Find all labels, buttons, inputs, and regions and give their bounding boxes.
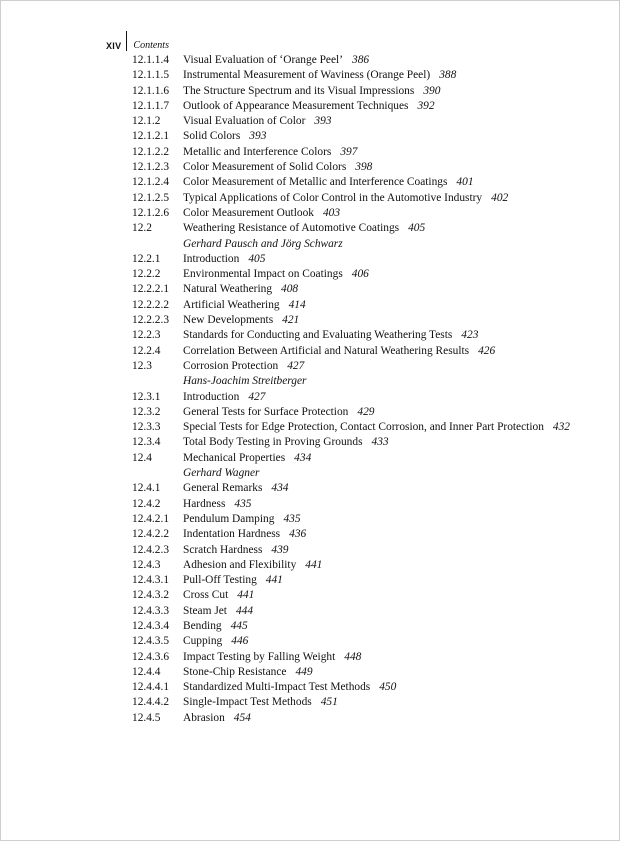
page-number: XIV xyxy=(106,41,122,51)
toc-entry-page: 408 xyxy=(281,283,299,296)
toc-entry-title: Visual Evaluation of ‘Orange Peel’ xyxy=(183,54,343,66)
toc-entry xyxy=(132,405,579,420)
toc-author-line xyxy=(132,237,579,252)
toc-entry-number xyxy=(132,466,183,481)
toc-entry-title: Introduction xyxy=(183,390,240,403)
toc-entry xyxy=(132,68,579,83)
toc-entry-title: Abrasion xyxy=(183,711,225,724)
toc-entry-number: 12.1.2.5 xyxy=(132,191,170,204)
toc-entry xyxy=(132,680,579,695)
toc-entry-number: 12.2.2.3 xyxy=(132,314,170,327)
toc-entry-number: 12.4.2.3 xyxy=(132,543,170,556)
toc-entry-page: 393 xyxy=(249,130,267,143)
toc-entry xyxy=(132,543,579,558)
toc-entry xyxy=(132,497,579,512)
toc-entry-title: General Remarks xyxy=(183,482,263,495)
toc-entry xyxy=(132,558,579,573)
toc-entry-page: 454 xyxy=(233,711,251,724)
toc-entry-page: 392 xyxy=(417,99,435,112)
toc-entry-number: 12.2.4 xyxy=(132,344,161,357)
toc-entry xyxy=(132,129,579,144)
toc-author: Gerhard Wagner xyxy=(183,467,260,480)
toc-entry-page: 405 xyxy=(408,222,426,235)
toc-entry-title: Metallic and Interference Colors xyxy=(183,145,332,158)
toc-author-line xyxy=(132,374,579,389)
toc-entry-number: 12.3.2 xyxy=(132,405,161,418)
toc-entry-page: 414 xyxy=(288,298,306,311)
toc-entry-title: Color Measurement of Solid Colors xyxy=(183,161,347,174)
toc-entry-page: 448 xyxy=(344,650,362,663)
toc-entry-title: Artificial Weathering xyxy=(183,298,280,311)
toc-entry xyxy=(132,420,579,435)
toc-entry-number: 12.1.1.4 xyxy=(132,54,170,66)
toc-entry-number: 12.2.2.1 xyxy=(132,283,170,296)
toc-entry-page: 427 xyxy=(248,390,266,403)
toc-entry-title: Natural Weathering xyxy=(183,283,273,296)
toc-entry-title: Correlation Between Artificial and Natural Weathering Results xyxy=(183,344,470,357)
toc-list xyxy=(132,53,579,726)
toc-entry-title: Weathering Resistance of Automotive Coatings xyxy=(183,222,400,235)
toc-entry-page: 436 xyxy=(289,528,307,541)
toc-entry-number: 12.4 xyxy=(132,451,152,464)
toc-entry-page: 393 xyxy=(314,115,332,128)
toc-entry-page: 444 xyxy=(235,604,254,617)
toc-entry-number: 12.1.1.5 xyxy=(132,69,170,82)
toc-entry-number: 12.4.2.1 xyxy=(132,512,170,525)
toc-entry xyxy=(132,99,579,114)
toc-entry-title: General Tests for Surface Protection xyxy=(183,405,349,418)
toc-entry-number: 12.3.4 xyxy=(132,436,161,449)
toc-entry xyxy=(132,359,579,374)
toc-entry-title: Stone-Chip Resistance xyxy=(183,665,287,678)
toc-entry-page: 441 xyxy=(237,589,255,602)
toc-entry-page: 435 xyxy=(234,497,252,510)
toc-entry-page: 434 xyxy=(294,451,312,464)
toc-entry xyxy=(132,711,579,726)
toc-entry-title: Pendulum Damping xyxy=(183,512,275,525)
toc-entry xyxy=(132,267,579,282)
toc-entry-number: 12.4.3.1 xyxy=(132,574,170,587)
toc-entry xyxy=(132,191,579,206)
toc-entry-number: 12.2.2 xyxy=(132,268,161,281)
toc-entry-page: 433 xyxy=(371,436,389,449)
toc-entry-page: 405 xyxy=(248,252,266,265)
toc-entry-page: 423 xyxy=(461,329,479,342)
toc-entry-number: 12.4.3.2 xyxy=(132,589,170,602)
toc-entry xyxy=(132,53,579,68)
toc-entry-page: 450 xyxy=(379,681,397,694)
toc-entry-title: Typical Applications of Color Control in the Automotive Industry xyxy=(183,191,483,204)
toc-entry-page: 406 xyxy=(351,268,369,281)
toc-entry-number: 12.1.2.4 xyxy=(132,176,170,189)
toc-entry-page: 402 xyxy=(491,191,509,204)
toc-entry-page: 429 xyxy=(357,405,375,418)
toc-entry-page: 432 xyxy=(552,421,570,434)
toc-entry-page: 398 xyxy=(355,161,373,174)
toc-entry-title: Outlook of Appearance Measurement Techniques xyxy=(183,99,409,112)
toc-entry-title: Pull-Off Testing xyxy=(183,574,257,587)
toc-entry-number: 12.2.1 xyxy=(132,252,161,265)
toc-entry-page: 446 xyxy=(231,635,249,648)
toc-entry-title: Impact Testing by Falling Weight xyxy=(183,650,336,663)
toc-entry-page: 427 xyxy=(287,359,305,372)
toc-entry-number: 12.4.3.5 xyxy=(132,635,170,648)
toc-entry-title: Adhesion and Flexibility xyxy=(183,558,297,571)
toc-entry-number: 12.2 xyxy=(132,222,152,235)
toc-entry-title: Introduction xyxy=(183,252,240,265)
toc-entry-title: Bending xyxy=(183,619,222,632)
toc-entry-page: 421 xyxy=(282,314,300,327)
toc-entry-number: 12.4.2.2 xyxy=(132,528,170,541)
toc-entry-title: Standardized Multi-Impact Test Methods xyxy=(183,681,371,694)
toc-entry-title: Steam Jet xyxy=(183,604,227,617)
toc-entry-title: Visual Evaluation of Color xyxy=(183,115,306,128)
toc-entry xyxy=(132,390,579,405)
toc-entry-number: 12.1.2.6 xyxy=(132,206,170,219)
toc-entry-number: 12.4.2 xyxy=(132,497,161,510)
toc-entry xyxy=(132,175,579,190)
toc-entry-number: 12.2.3 xyxy=(132,329,161,342)
toc-entry-page: 426 xyxy=(478,344,496,357)
toc-entry-page: 403 xyxy=(322,206,341,219)
toc-entry-title: The Structure Spectrum and its Visual Impressions xyxy=(183,84,415,97)
toc-entry-number: 12.1.2.2 xyxy=(132,145,170,158)
toc-entry-page: 434 xyxy=(271,482,289,495)
toc-entry-page: 449 xyxy=(295,665,313,678)
toc-entry-number: 12.1.1.6 xyxy=(132,84,170,97)
toc-entry xyxy=(132,160,579,175)
toc-entry xyxy=(132,344,579,359)
toc-entry-title: Single-Impact Test Methods xyxy=(183,696,312,709)
toc-entry-number: 12.4.4 xyxy=(132,665,161,678)
toc-entry-number xyxy=(132,237,183,252)
toc-entry-page: 451 xyxy=(320,696,338,709)
toc-entry-number: 12.1.2 xyxy=(132,115,161,128)
toc-entry-number xyxy=(132,374,183,389)
toc-entry-page: 401 xyxy=(456,176,474,189)
toc-entry xyxy=(132,84,579,99)
toc-entry xyxy=(132,451,579,466)
toc-entry xyxy=(132,206,579,221)
toc-entry-title: Environmental Impact on Coatings xyxy=(183,268,343,281)
toc-entry xyxy=(132,252,579,267)
toc-entry-title: Solid Colors xyxy=(183,130,241,143)
toc-entry xyxy=(132,573,579,588)
toc-entry-title: Cross Cut xyxy=(183,589,229,602)
toc-entry-page: 441 xyxy=(305,558,323,571)
toc-entry-number: 12.4.3.3 xyxy=(132,604,170,617)
toc-entry-number: 12.4.4.2 xyxy=(132,696,170,709)
toc-entry xyxy=(132,282,579,297)
toc-entry xyxy=(132,313,579,328)
toc-entry-number: 12.4.3.6 xyxy=(132,650,170,663)
toc-entry-title: Corrosion Protection xyxy=(183,359,279,372)
toc-entry xyxy=(132,145,579,160)
toc-entry xyxy=(132,512,579,527)
toc-entry-title: Total Body Testing in Proving Grounds xyxy=(183,436,363,449)
toc-entry xyxy=(132,221,579,236)
toc-entry-number: 12.3 xyxy=(132,359,152,372)
toc-entry-number: 12.1.1.7 xyxy=(132,99,170,112)
toc-entry-title: Scratch Hardness xyxy=(183,543,263,556)
toc-author-line xyxy=(132,466,579,481)
toc-entry xyxy=(132,481,579,496)
toc-entry-page: 397 xyxy=(340,145,358,158)
toc-entry xyxy=(132,527,579,542)
toc-entry-number: 12.1.2.3 xyxy=(132,161,170,174)
toc-entry-title: Instrumental Measurement of Waviness (Orange Peel) xyxy=(183,69,431,82)
toc-entry-number: 12.4.1 xyxy=(132,482,161,495)
toc-entry xyxy=(132,328,579,343)
toc-entry-title: Color Measurement Outlook xyxy=(183,206,314,219)
toc-entry xyxy=(132,588,579,603)
toc-entry-number: 12.4.3 xyxy=(132,558,161,571)
toc-entry-page: 386 xyxy=(352,54,370,66)
toc-entry-number: 12.1.2.1 xyxy=(132,130,170,143)
toc-entry-number: 12.3.3 xyxy=(132,421,161,434)
toc-entry-title: Special Tests for Edge Protection, Contact Corrosion, and Inner Part Protection xyxy=(183,421,544,434)
toc-entry-number: 12.3.1 xyxy=(132,390,161,403)
toc-entry xyxy=(132,298,579,313)
toc-entry xyxy=(132,665,579,680)
toc-entry xyxy=(132,619,579,634)
running-header xyxy=(106,31,169,51)
toc-author: Gerhard Pausch and Jörg Schwarz xyxy=(183,237,343,250)
toc-entry-page: 441 xyxy=(265,574,283,587)
toc-entry xyxy=(132,650,579,665)
toc-entry-title: Mechanical Properties xyxy=(183,451,286,464)
toc-entry-page: 390 xyxy=(423,84,441,97)
toc-entry-page: 439 xyxy=(271,543,289,556)
toc-entry xyxy=(132,435,579,450)
toc-entry xyxy=(132,695,579,710)
toc-entry-title: Color Measurement of Metallic and Interference Coatings xyxy=(183,176,448,189)
toc-entry-number: 12.2.2.2 xyxy=(132,298,170,311)
toc-entry-title: New Developments xyxy=(183,314,274,327)
toc-author: Hans-Joachim Streitberger xyxy=(183,375,307,388)
toc-entry-page: 388 xyxy=(439,69,457,82)
toc-entry xyxy=(132,634,579,649)
toc-entry-number: 12.4.5 xyxy=(132,711,161,724)
toc-entry xyxy=(132,604,579,619)
toc-entry-title: Cupping xyxy=(183,635,223,648)
section-title: Contents xyxy=(133,40,169,51)
toc-entry-number: 12.4.3.4 xyxy=(132,619,170,632)
toc-entry-number: 12.4.4.1 xyxy=(132,681,170,694)
toc-entry xyxy=(132,114,579,129)
toc-entry-title: Indentation Hardness xyxy=(183,528,281,541)
toc-entry-title: Standards for Conducting and Evaluating Weathering Tests xyxy=(183,329,453,342)
toc-entry-page: 445 xyxy=(230,619,248,632)
toc-entry-page: 435 xyxy=(283,512,301,525)
toc-entry-title: Hardness xyxy=(183,497,226,510)
